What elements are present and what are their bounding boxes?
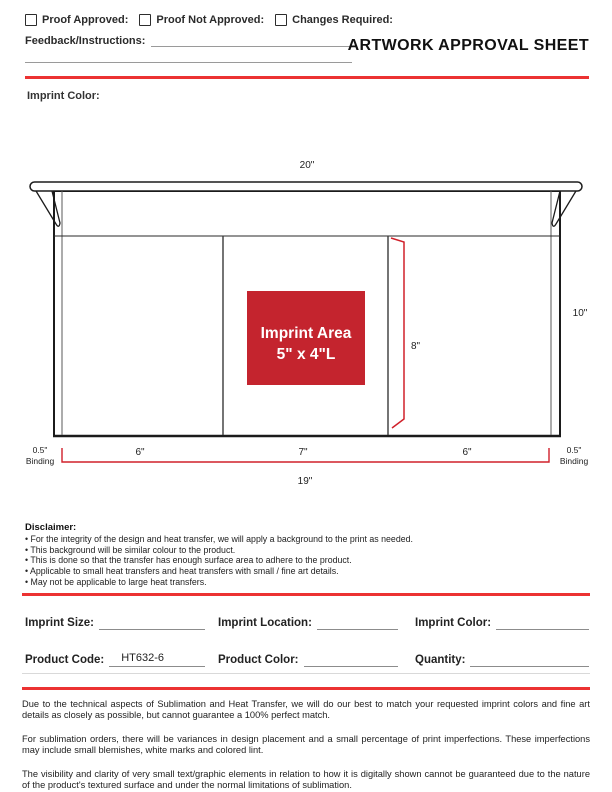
proof-approved-label: Proof Approved: xyxy=(42,14,129,26)
imprint-size-input-line[interactable] xyxy=(99,615,205,630)
right-binding-label: Binding xyxy=(559,456,589,466)
left-binding-value: 0.5" xyxy=(32,445,48,455)
feedback-instructions-label: Feedback/Instructions: xyxy=(25,35,146,47)
footer-paragraph-visibility: The visibility and clarity of very small text/graphic elements in relation to how it is digitally shown cannot be guaranteed due to the nature of the product's textured surface and under the normal limitations of sublimation. xyxy=(22,768,590,791)
imprint-color-field-label: Imprint Color: xyxy=(415,617,492,629)
imprint-location-label: Imprint Location: xyxy=(218,617,312,629)
dimension-bottom-width: 19" xyxy=(297,476,313,487)
product-top-bar xyxy=(30,182,582,191)
disclaimer-bullet: • Applicable to small heat transfers and heat transfers with small / fine art details. xyxy=(25,566,339,577)
quantity-input-line[interactable] xyxy=(470,652,589,667)
product-code-value[interactable]: HT632-6 xyxy=(109,652,205,667)
imprint-area-line2: 5" x 4"L xyxy=(276,346,336,363)
proof-not-approved-group xyxy=(139,14,264,26)
quantity-label: Quantity: xyxy=(415,654,466,666)
imprint-location-field xyxy=(218,612,398,630)
product-technical-drawing xyxy=(0,140,612,500)
form-gray-rule xyxy=(22,673,590,674)
dimension-imprint-height: 8" xyxy=(411,341,421,352)
dimension-panel-right: 6" xyxy=(462,447,472,458)
approval-checkbox-row xyxy=(25,14,404,26)
proof-approved-group xyxy=(25,14,128,26)
changes-required-group xyxy=(275,14,393,26)
proof-not-approved-label: Proof Not Approved: xyxy=(156,14,265,26)
disclaimer-section xyxy=(25,522,573,588)
feedback-row xyxy=(25,34,352,47)
changes-required-label: Changes Required: xyxy=(292,14,393,26)
imprint-area-line1: Imprint Area xyxy=(260,325,352,342)
disclaimer-heading: Disclaimer: xyxy=(25,522,77,533)
product-code-field xyxy=(25,649,205,667)
footer-paragraph-imperfections: For sublimation orders, there will be variances in design placement and a small percentage of print imperfections. These imperfections may include small blemishes, white marks and colored lint. xyxy=(22,733,590,756)
dimension-top-width: 20" xyxy=(299,160,315,171)
disclaimer-bullet: • For the integrity of the design and heat transfer, we will apply a background to the print as needed. xyxy=(25,534,413,544)
page-title: ARTWORK APPROVAL SHEET xyxy=(347,37,589,54)
footer-terms-section xyxy=(22,699,590,792)
dimension-panel-left: 6" xyxy=(135,447,145,458)
feedback-line-2[interactable] xyxy=(25,49,352,63)
imprint-location-input-line[interactable] xyxy=(317,615,398,630)
proof-not-approved-checkbox[interactable] xyxy=(139,14,151,26)
dimension-panel-center: 7" xyxy=(298,447,308,458)
quantity-field xyxy=(415,649,589,667)
changes-required-checkbox[interactable] xyxy=(275,14,287,26)
imprint-color-input-line[interactable] xyxy=(496,615,589,630)
product-code-label: Product Code: xyxy=(25,654,105,666)
imprint-size-field xyxy=(25,612,205,630)
disclaimer-red-rule xyxy=(22,593,590,596)
product-color-field xyxy=(218,649,398,667)
feedback-line-1[interactable] xyxy=(151,34,352,47)
left-binding-label: Binding xyxy=(25,456,55,466)
disclaimer-bullet: • This background will be similar colour to the product. xyxy=(25,544,236,555)
imprint-color-section-label: Imprint Color: xyxy=(27,90,100,102)
right-binding-value: 0.5" xyxy=(566,445,582,455)
footer-paragraph-match: Due to the technical aspects of Sublimation and Heat Transfer, we will do our best to match your requested imprint colors and fine art details as closely as possible, but cannot guarantee a 100% perfect match. xyxy=(22,699,590,721)
footer-red-rule xyxy=(22,687,590,690)
disclaimer-bullet: • May not be applicable to large heat transfers. xyxy=(25,576,207,587)
product-color-input-line[interactable] xyxy=(304,652,399,667)
product-color-label: Product Color: xyxy=(218,654,299,666)
header-red-rule xyxy=(25,76,589,79)
imprint-size-label: Imprint Size: xyxy=(25,617,95,629)
disclaimer-bullet: • This is done so that the transfer has enough surface area to adhere to the product. xyxy=(25,555,352,566)
proof-approved-checkbox[interactable] xyxy=(25,14,37,26)
dimension-right-height: 10" xyxy=(572,308,588,319)
imprint-color-field xyxy=(415,612,589,630)
